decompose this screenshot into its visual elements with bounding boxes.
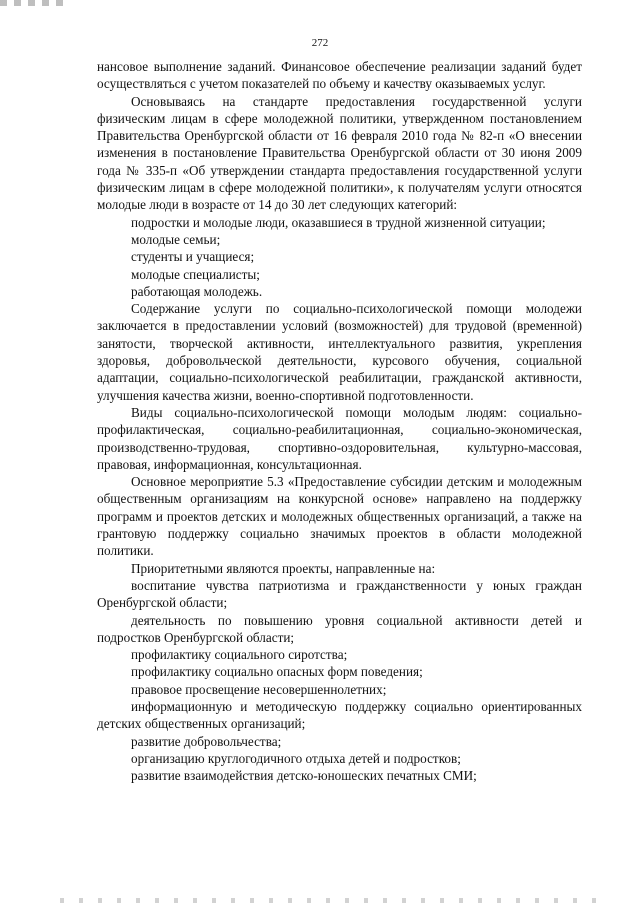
paragraph-measure-5-3: Основное мероприятие 5.3 «Предоставление субсидии детским и молодежным общественным организациям на конкурсной основе» направлено на поддержку программ и проектов детских и молодежных общественных организаций, а также на грантовую поддержку социально значимых проектов в области молодежной политики. (97, 474, 582, 559)
list-item-priority: организацию круглогодичного отдыха детей и подростков; (131, 750, 461, 766)
paragraph-service-content: Содержание услуги по социально-психологической помощи молодежи заключается в предоставлении условий (возможностей) для трудовой (временной) занятости, творческой активности, интеллектуального развития, укрепления здоровья, добровольческой деятельности, курсового обучения, социальной адаптации, социально-психологической реабилитации, гражданской активности, улучшения качества жизни, военно-спортивной подготовленности. (97, 301, 582, 403)
list-item-category: молодые семьи; (131, 231, 221, 247)
list-item-category: подростки и молодые люди, оказавшиеся в трудной жизненной ситуации; (131, 214, 546, 230)
list-item-category: работающая молодежь. (131, 283, 263, 299)
page-number: 272 (311, 37, 329, 49)
list-item-priority: деятельность по повышению уровня социальной активности детей и подростков Оренбургской области; (97, 612, 582, 645)
scan-artifact-bottom (60, 898, 600, 903)
list-item-priority: профилактику социального сиротства; (131, 647, 348, 663)
scan-artifact-top (0, 0, 70, 6)
list-item-category: студенты и учащиеся; (131, 249, 255, 265)
paragraph-priority-intro: Приоритетными являются проекты, направленные на: (131, 560, 436, 576)
paragraph-help-types: Виды социально-психологической помощи молодым людям: социально-профилактическая, социально-реабилитационная, социально-экономическая, производственно-трудовая, спортивно-оздоровительная, культурно-массовая, правовая, информационная, консультационная. (97, 404, 582, 472)
list-item-priority: информационную и методическую поддержку социально ориентированных детских общественных организаций; (97, 698, 582, 732)
list-item-priority: правовое просвещение несовершеннолетних; (131, 681, 387, 697)
paragraph-continuation: нансовое выполнение заданий. Финансовое обеспечение реализации заданий будет осуществляться с учетом показателей по объему и качеству оказываемых услуг. (97, 59, 582, 92)
list-item-priority: развитие взаимодействия детско-юношеских печатных СМИ; (131, 768, 477, 784)
document-body (97, 58, 582, 784)
list-item-priority: воспитание чувства патриотизма и гражданственности у юных граждан Оренбургской области; (97, 577, 582, 611)
paragraph-standard-basis: Основываясь на стандарте предоставления государственной услуги физическим лицам в сфере молодежной политики, утвержденном постановлением Правительства Оренбургской области от 16 февраля 2010 года № 82-п «О внесении изменения в постановление Правительства Оренбургской области от 30 июня 2009 года № 335-п «Об утверждении стандарта предоставления государственной услуги физическим лицам в сфере молодежной политики», к получателям услуги относятся молодые люди в возрасте от 14 до 30 лет следующих категорий: (97, 93, 582, 213)
list-item-priority: профилактику социально опасных форм поведения; (131, 664, 423, 680)
list-item-category: молодые специалисты; (131, 266, 260, 282)
list-item-priority: развитие добровольчества; (131, 733, 282, 749)
